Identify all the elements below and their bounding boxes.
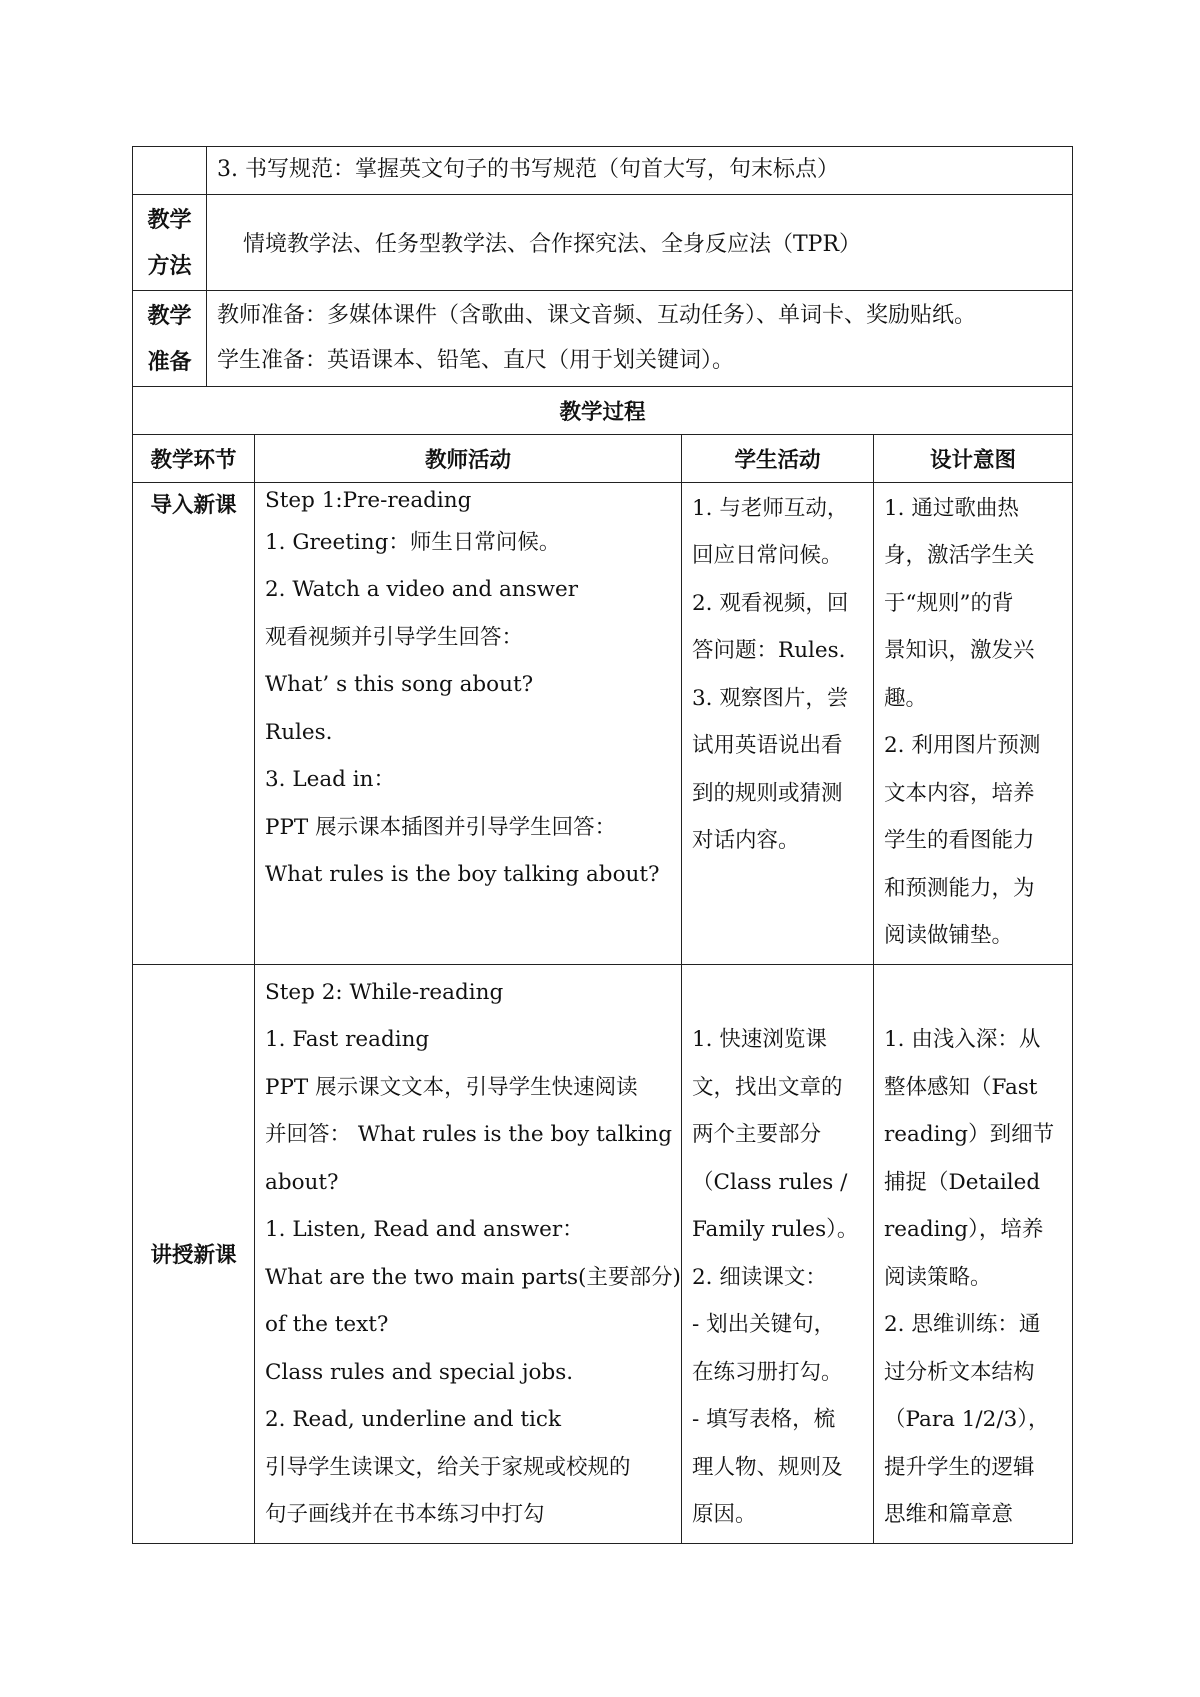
- preparation-label: 教学 准备: [133, 291, 207, 387]
- design-intent-cell: 1. 通过歌曲热 身，激活学生关 于“规则”的背 景知识，激发兴 趣。 2. 利用图片预测 文本内容，培养 学生的看图能力 和预测能力，为 阅读做铺垫。: [874, 482, 1073, 964]
- process-row-intro: [133, 482, 1073, 964]
- teacher-activity-cell: Step 2: While-reading 1. Fast reading PPT 展示课文文本，引导学生快速阅读 并回答： What rules is the boy talking about? 1. Listen, Read and answer： What are the two main parts(主要部分) of the text? Class rules and special jobs. 2. Read, underline and tick 引导学生读课文，给关于家规或校规的 句子画线并在书本练习中打勾: [255, 964, 682, 1543]
- design-intent-cell: 1. 由浅入深：从 整体感知（Fast reading）到细节 捕捉（Detailed reading），培养 阅读策略。 2. 思维训练：通 过分析文本结构 （Para 1/2/3）， 提升学生的逻辑 思维和篇章意: [874, 964, 1073, 1543]
- teacher-prep: 教师准备：多媒体课件（含歌曲、课文音频、互动任务）、单词卡、奖励贴纸。: [217, 303, 977, 328]
- methods-row: [133, 195, 1073, 291]
- student-activity-cell: 1. 与老师互动， 回应日常问候。 2. 观看视频，回 答问题：Rules. 3. 观察图片，尝 试用英语说出看 到的规则或猜测 对话内容。: [682, 482, 874, 964]
- header-design-intent: 设计意图: [874, 434, 1073, 482]
- process-title-row: [133, 386, 1073, 434]
- header-teacher-activity: 教师活动: [255, 434, 682, 482]
- methods-label: 教学 方法: [133, 195, 207, 291]
- preparation-row: [133, 291, 1073, 387]
- objective-text: 3. 书写规范：掌握英文句子的书写规范（句首大写，句末标点）: [207, 147, 1073, 195]
- preparation-text: [207, 291, 1073, 387]
- process-header-row: [133, 434, 1073, 482]
- methods-text: 情境教学法、任务型教学法、合作探究法、全身反应法（TPR）: [207, 195, 1073, 291]
- header-stage: 教学环节: [133, 434, 255, 482]
- teacher-activity-cell: Step 1:Pre-reading 1. Greeting：师生日常问候。 2. Watch a video and answer 观看视频并引导学生回答： What’ s this song about? Rules. 3. Lead in： PPT 展示课本插图并引导学生回答： What rules is the boy talking about?: [255, 482, 682, 964]
- teaching-process-table: [132, 386, 1073, 1544]
- lesson-info-table: [132, 146, 1073, 387]
- lesson-plan-page: [132, 146, 1072, 1544]
- stage-label: 讲授新课: [133, 964, 255, 1543]
- header-student-activity: 学生活动: [682, 434, 874, 482]
- stage-label: 导入新课: [133, 482, 255, 964]
- objective-row: [133, 147, 1073, 195]
- process-title: 教学过程: [133, 386, 1073, 434]
- student-prep: 学生准备：英语课本、铅笔、直尺（用于划关键词）。: [217, 348, 735, 373]
- process-row-new-lesson: [133, 964, 1073, 1543]
- student-activity-cell: 1. 快速浏览课 文，找出文章的 两个主要部分 （Class rules / Family rules）。 2. 细读课文： - 划出关键句， 在练习册打勾。 - 填写表格，梳 理人物、规则及 原因。: [682, 964, 874, 1543]
